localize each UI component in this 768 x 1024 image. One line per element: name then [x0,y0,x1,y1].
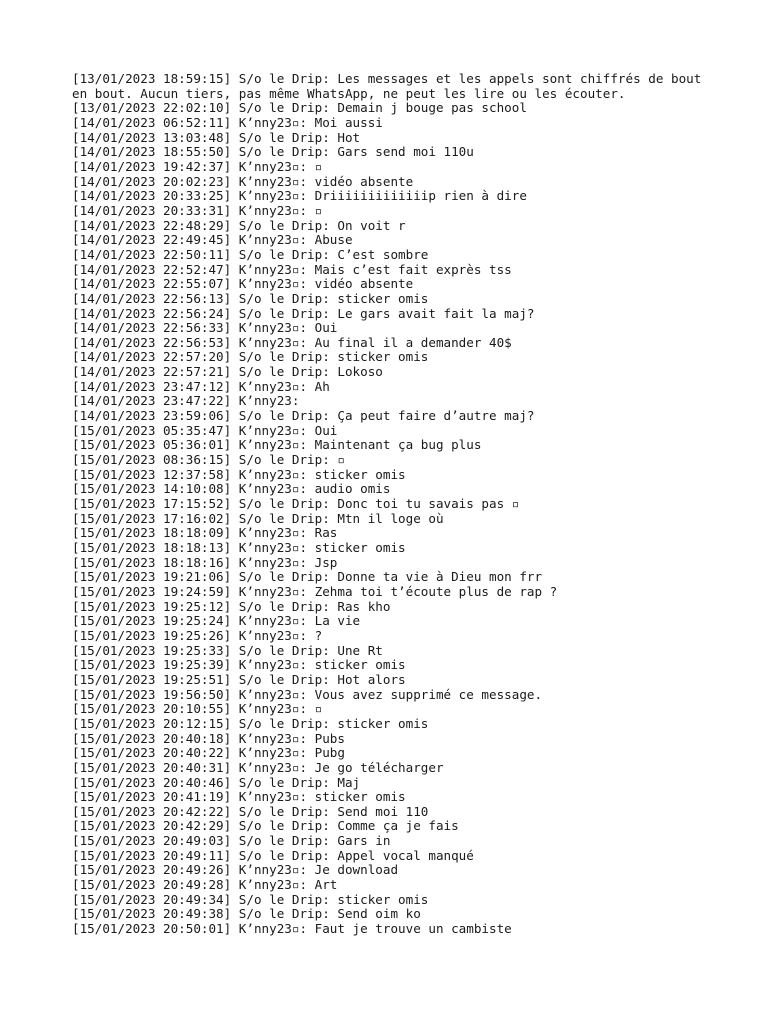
chat-line: [15/01/2023 20:42:29] S/o le Drip: Comme ça je fais [72,818,459,834]
chat-line: [15/01/2023 19:25:26] K’nny23▫: ? [72,627,323,643]
chat-line: [14/01/2023 22:57:20] S/o le Drip: sticker omis [72,349,429,365]
chat-line: [15/01/2023 18:18:16] K’nny23▫: Jsp [72,554,338,570]
chat-line: [15/01/2023 18:18:13] K’nny23▫: sticker omis [72,540,406,555]
chat-line-continuation: en bout. Aucun tiers, pas même WhatsApp, ne peut les lire ou les écouter. [72,85,626,101]
chat-line: [15/01/2023 20:40:18] K’nny23▫: Pubs [72,730,345,746]
chat-line: [15/01/2023 19:56:50] K’nny23▫: Vous avez supprimé ce message. [72,686,543,702]
chat-line: [15/01/2023 20:40:31] K’nny23▫: Je go télécharger [72,759,444,775]
chat-line: [14/01/2023 23:47:12] K’nny23▫: Ah [72,378,330,394]
chat-line: [14/01/2023 22:48:29] S/o le Drip: On voit r [72,217,406,233]
chat-line: [15/01/2023 20:49:38] S/o le Drip: Send oim ko [72,906,421,922]
chat-line: [14/01/2023 13:03:48] S/o le Drip: Hot [72,129,361,145]
chat-line: [14/01/2023 22:56:13] S/o le Drip: sticker omis [72,290,429,306]
chat-line: [15/01/2023 20:40:46] S/o le Drip: Maj [72,774,361,790]
chat-line: [15/01/2023 20:10:55] K’nny23▫: ▫ [72,701,323,717]
chat-line: [15/01/2023 08:36:15] S/o le Drip: ▫ [72,452,345,468]
chat-line: [15/01/2023 20:40:22] K’nny23▫: Pubg [72,745,345,761]
chat-line: [15/01/2023 20:42:22] S/o le Drip: Send moi 110 [72,803,429,819]
chat-line: [15/01/2023 20:49:28] K’nny23▫: Art [72,877,338,893]
chat-line: [15/01/2023 19:25:39] K’nny23▫: sticker omis [72,657,406,673]
chat-line: [14/01/2023 18:55:50] S/o le Drip: Gars send moi 110u [72,144,474,160]
chat-line: [14/01/2023 20:33:25] K’nny23▫: Driiiiiiiiiiiiip rien à dire [72,188,527,204]
chat-line: [14/01/2023 22:56:24] S/o le Drip: Le gars avait fait la maj? [72,305,535,321]
chat-line: [14/01/2023 22:52:47] K’nny23▫: Mais c’est fait exprès tss [72,261,512,277]
chat-line: [15/01/2023 20:49:26] K’nny23▫: Je download [72,862,399,878]
chat-line: [14/01/2023 22:57:21] S/o le Drip: Lokoso [72,364,383,380]
chat-line: [15/01/2023 20:49:03] S/o le Drip: Gars in [72,833,391,849]
chat-line: [15/01/2023 18:18:09] K’nny23▫: Ras [72,525,338,541]
chat-line: [15/01/2023 19:24:59] K’nny23▫: Zehma toi t’écoute plus de rap ? [72,583,558,599]
chat-line: [15/01/2023 17:16:02] S/o le Drip: Mtn il loge où [72,510,444,526]
chat-line: [14/01/2023 22:56:33] K’nny23▫: Oui [72,320,338,336]
chat-line: [15/01/2023 19:25:51] S/o le Drip: Hot alors [72,671,406,687]
chat-line: [14/01/2023 22:56:53] K’nny23▫: Au final il a demander 40$ [72,334,512,350]
chat-log [72,72,728,937]
chat-line: [15/01/2023 20:49:11] S/o le Drip: Appel vocal manqué [72,847,474,863]
chat-line: [14/01/2023 23:47:22] K’nny23: [72,393,300,409]
chat-line: [15/01/2023 20:12:15] S/o le Drip: sticker omis [72,715,429,731]
chat-line: [14/01/2023 19:42:37] K’nny23▫: ▫ [72,158,323,174]
chat-line: [15/01/2023 12:37:58] K’nny23▫: sticker omis [72,466,406,482]
chat-line: [14/01/2023 22:49:45] K’nny23▫: Abuse [72,232,353,248]
chat-line: [15/01/2023 19:25:12] S/o le Drip: Ras kho [72,598,391,614]
chat-line: [15/01/2023 19:21:06] S/o le Drip: Donne ta vie à Dieu mon frr [72,569,543,585]
chat-line: [15/01/2023 05:36:01] K’nny23▫: Maintenant ça bug plus [72,437,482,453]
chat-line: [15/01/2023 14:10:08] K’nny23▫: audio omis [72,481,391,497]
chat-line: [14/01/2023 22:55:07] K’nny23▫: vidéo absente [72,276,414,292]
chat-line: [14/01/2023 20:02:23] K’nny23▫: vidéo absente [72,173,414,189]
chat-line: [14/01/2023 23:59:06] S/o le Drip: Ça peut faire d’autre maj? [72,408,535,424]
chat-line: [15/01/2023 19:25:24] K’nny23▫: La vie [72,613,361,629]
chat-line: [13/01/2023 18:59:15] S/o le Drip: Les messages et les appels sont chiffrés de bout [72,71,702,86]
chat-line: [15/01/2023 20:49:34] S/o le Drip: sticker omis [72,891,429,907]
chat-line: [15/01/2023 17:15:52] S/o le Drip: Donc toi tu savais pas ▫ [72,496,520,512]
chat-line: [15/01/2023 20:41:19] K’nny23▫: sticker omis [72,789,406,805]
chat-line: [14/01/2023 22:50:11] S/o le Drip: C’est sombre [72,246,429,262]
chat-line: [15/01/2023 20:50:01] K’nny23▫: Faut je trouve un cambiste [72,921,512,937]
chat-line: [15/01/2023 05:35:47] K’nny23▫: Oui [72,422,338,438]
chat-line: [13/01/2023 22:02:10] S/o le Drip: Demain j bouge pas school [72,100,527,116]
chat-line: [15/01/2023 19:25:33] S/o le Drip: Une Rt [72,642,383,658]
chat-line: [14/01/2023 20:33:31] K’nny23▫: ▫ [72,202,323,218]
chat-line: [14/01/2023 06:52:11] K’nny23▫: Moi aussi [72,114,383,130]
